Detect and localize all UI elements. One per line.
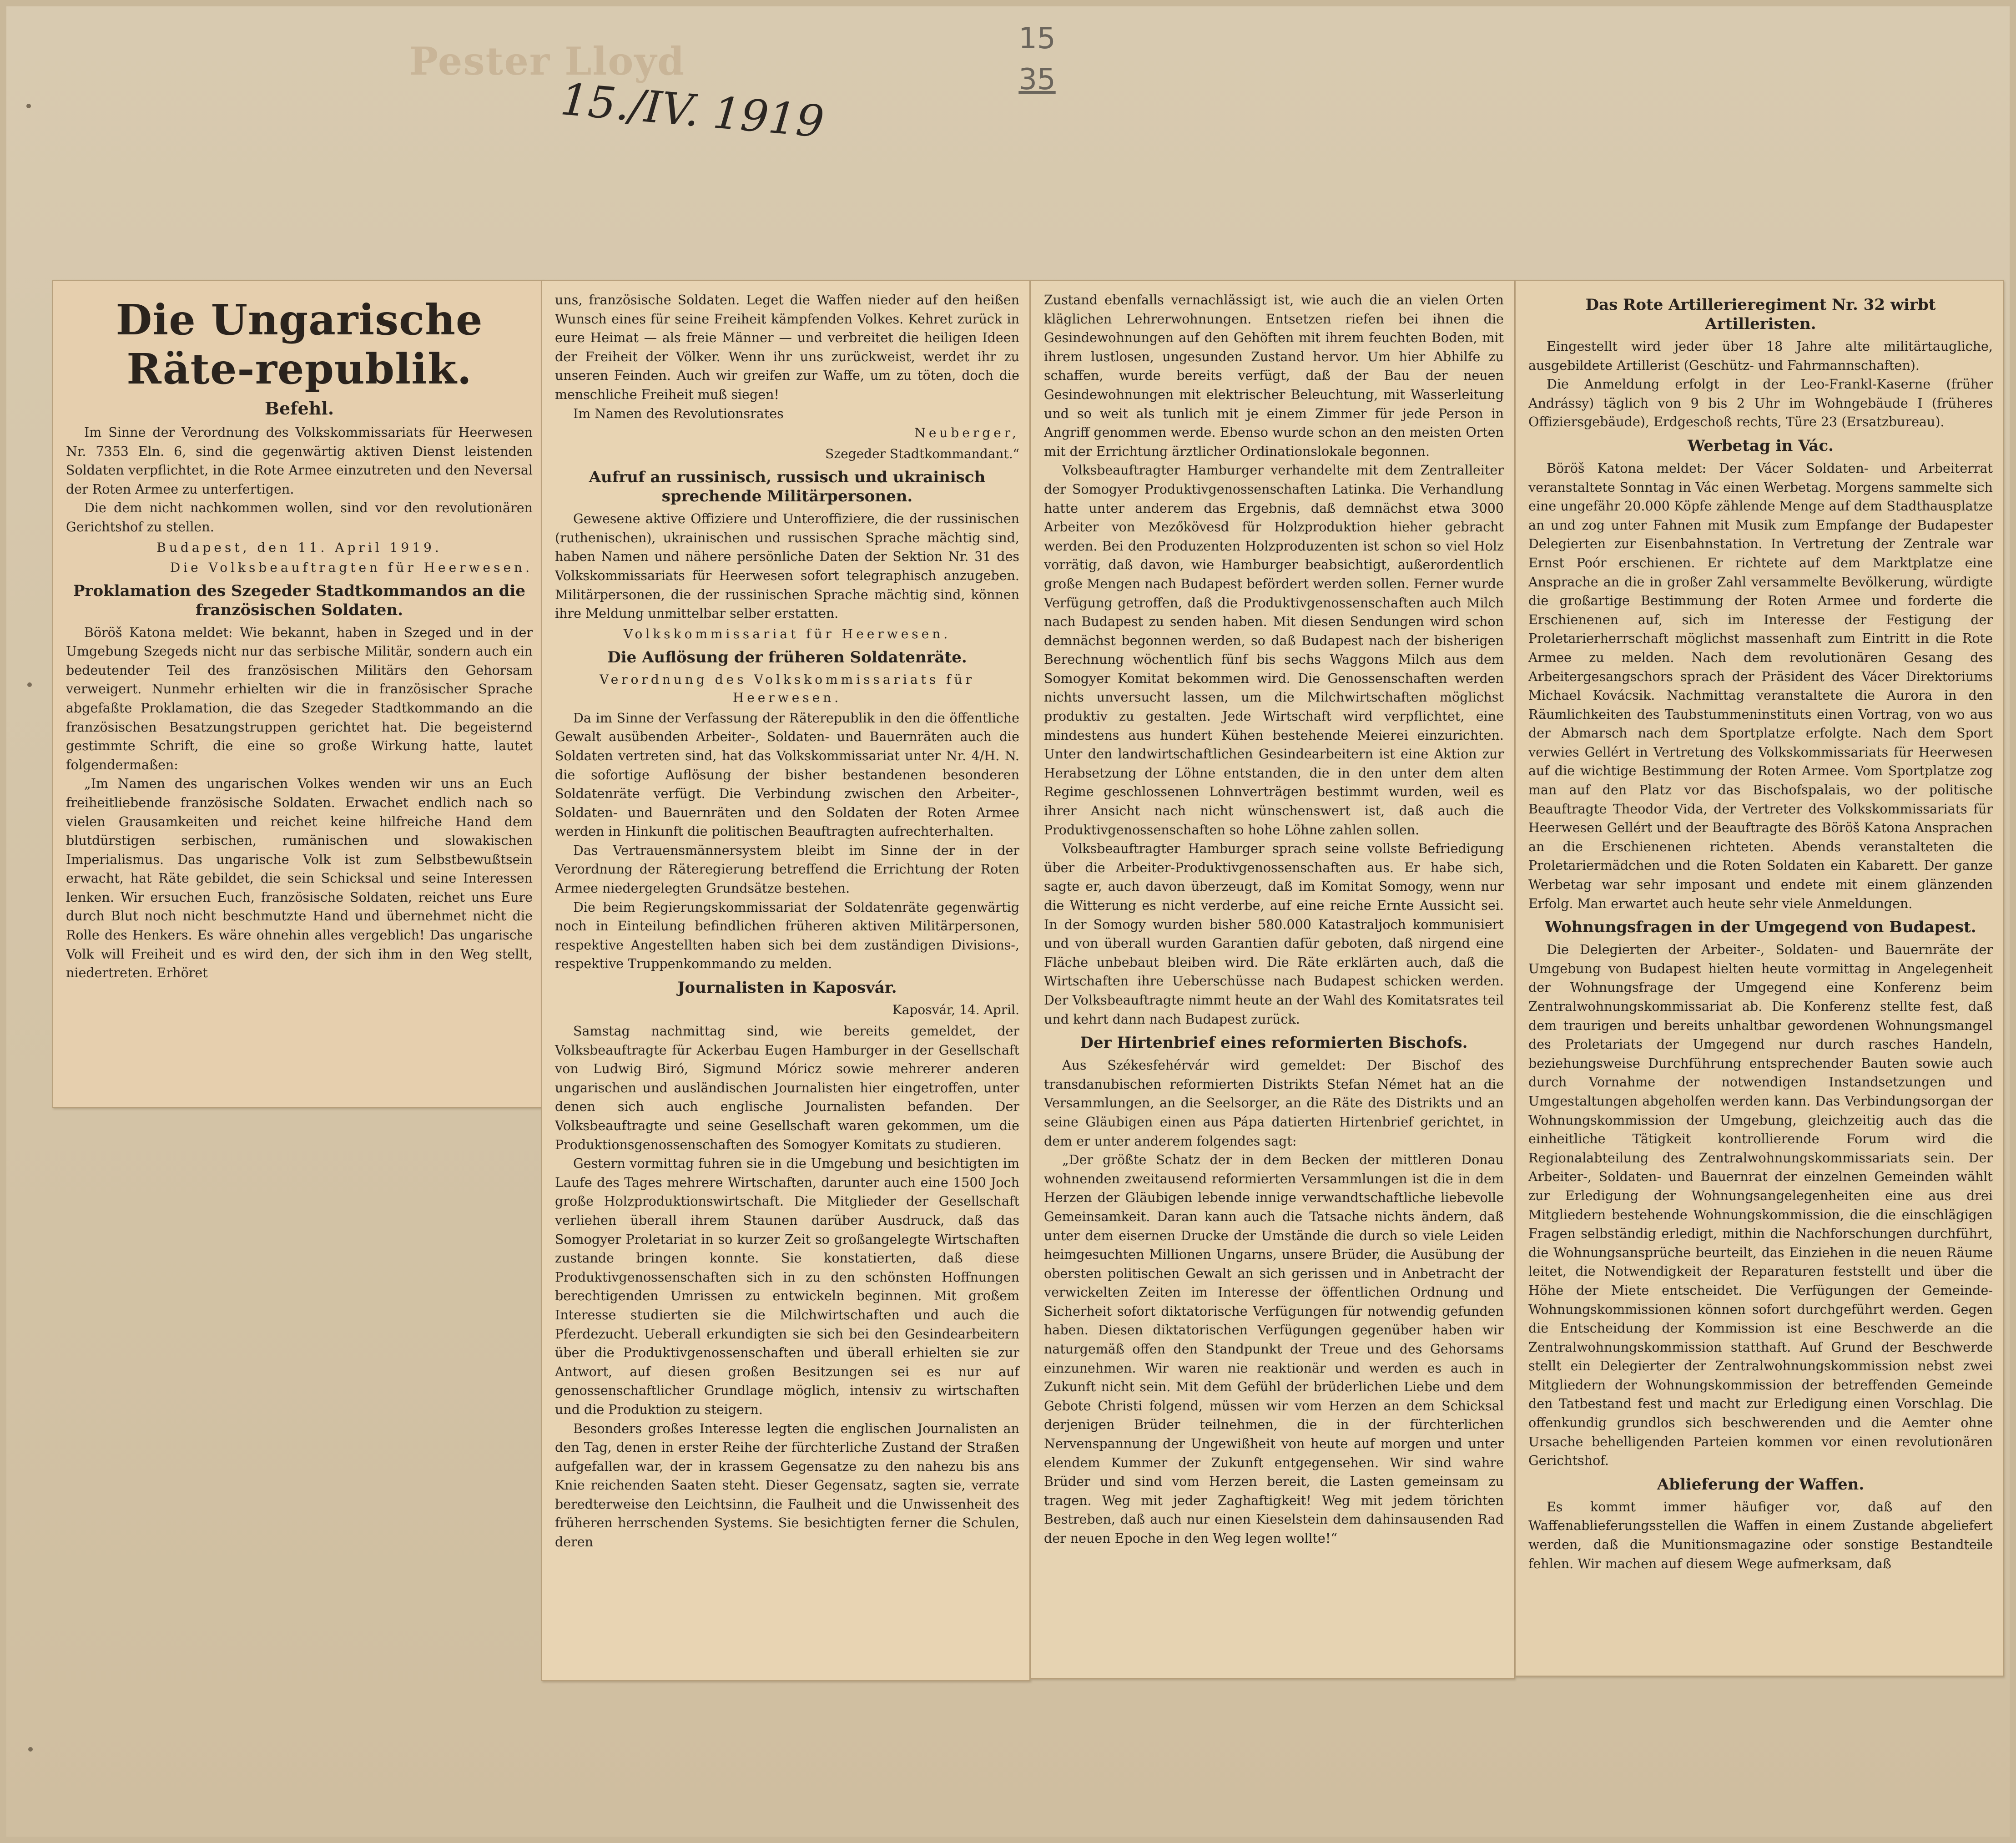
journalisten-dateline: Kaposvár, 14. April. <box>892 1002 1019 1018</box>
aufloesung-paragraph: Das Vertrauensmännersystem bleibt im Sinne der in der Verordnung der Räteregierung betreffend die Errichtung der Roten Armee niedergelegten Grundsätze bestehen. <box>555 843 1019 896</box>
befehl-paragraph: Die dem nicht nachkommen wollen, sind vor den revolutionären Gerichtshof zu stellen. <box>66 500 533 535</box>
artillerie-paragraph: Die Anmeldung erfolgt in der Leo-Frankl-Kaserne (früher Andrássy) täglich von 9 bis 2 Uhr im Wohngebäude I (früheres Offiziersgebäude), Erdgeschoß rechts, Türe 23 (Ersatzbureau). <box>1528 377 1993 430</box>
proclamation-continuation: uns, französische Soldaten. Leget die Waffen nieder auf den heißen Wunsch eines für seine Freiheit kämpfenden Volkes. Kehret zurück in eure Heimat — als freie Männer — und verbreitet die heiligen Ideen der Freiheit der Völker. Wenn ihr uns zurückweist, werdet ihr zu unseren Feinden. Auch wir greifen zur Waffe, um zu töten, doch die menschliche Freiheit muß siegen! <box>555 293 1019 402</box>
hirtenbrief-paragraph: „Der größte Schatz der in dem Becken der mittleren Donau wohnenden zweitausend reformierten Versammlungen ist die in dem Herzen der Gläubigen lebende innige verwandtschaftliche liebevolle Gemeinsamkeit. Daran kann auch die Tatsache nichts ändern, daß unter dem eisernen Drucke der Umstände die durch so viele Leiden heimgesuchten Millionen Ungarns, unsere Brüder, die Ausübung der obersten politischen Gewalt an sich gerissen und in Anbetracht der verwickelten Zeiten im Interesse der öffentlichen Ordnung und Sicherheit sofort diktatorische Verfügungen für notwendig gefunden haben. Diesen diktatorischen Verfügungen gegenüber haben wir naturgemäß offen den Standpunkt der Treue und des Gehorsams einzunehmen. Wir waren nie reaktionär und werden es auch in Zukunft nicht sein. Mit dem Gefühl der brüderlichen Liebe und dem Gebote Christi folgend, müssen wir vom Herzen an dem Schicksal derjenigen Brüder teilnehmen, die in der fürchterlichen Nervenspannung der Ungewißheit von heute auf morgen und unter elendem Kummer der Zukunft entgegensehen. Wir sind wahre Brüder und sind vom Herzen bereit, die Lasten gemeinsam zu tragen. Weg mit jeder Zaghaftigkeit! Weg mit jedem törichten Bestreben, daß auch nur einen Kieselstein dem dahinsausenden Rad der neuen Epoche in den Weg legen wollte!“ <box>1044 1152 1504 1546</box>
aufloesung-paragraph: Die beim Regierungskommissariat der Soldatenräte gegenwärtig noch in Einteilung befindlichen früheren aktiven Militärpersonen, respektive Angestellten haben sich bei dem zuständigen Divisions-, respektive Truppenkommando zu melden. <box>555 899 1019 972</box>
wohnung-paragraph: Die Delegierten der Arbeiter-, Soldaten- und Bauernräte der Umgebung von Budapest hielten heute vormittag in Angelegenheit der Wohnungsfrage der Umgegend eine Konferenz beim Zentralwohnungskommissariat ab. Die Konferenz stellte fest, daß dem traurigen und bereits unhaltbar gewordenen Wohnungsmangel des Proletariats der Umgegend nur durch rasches Handeln, beziehungsweise Durchführung entsprechender Bauten sowie auch durch Vornahme der notwendigen Instandsetzungen und Umgestaltungen abgeholfen werden kann. Das Verbindungsorgan der Wohnungskommission der Umgebung, gleichzeitig auch das die einheitliche Tätigkeit kontrollierende Forum wird die Regionalabteilung des Zentralwohnungskommissariats sein. Der Arbeiter-, Soldaten- und Bauernrat der einzelnen Gemeinden wählt zur Erledigung der Wohnungsangelegenheiten eine aus drei Mitgliedern bestehende Wohnungskommission, die die einschlägigen Fragen selbständig erledigt, mithin die Nachforschungen durchführt, die Wohnungsansprüche beurteilt, das Einziehen in die neuen Räume leitet, die Notwendigkeit der Reparaturen feststellt und über die Höhe der Miete entscheidet. Die Verfügungen der Gemeinde-Wohnungskommissionen können sofort durchgeführt werden. Gegen die Entscheidung der Kommission ist eine Beschwerde an die Zentralwohnungskommission statthaft. Auf Grund der Beschwerde stellt ein Delegierter der Zentralwohnungskommission nebst zwei Mitgliedern der Wohnungskommission der betreffenden Gemeinde den Tatbestand fest und macht zur Erledigung einen Vorschlag. Die offenkundig grundlos sich beschwerenden und die Aemter ohne Ursache behelligenden Parteien kommen vor einen revolutionären Gerichtshof. <box>1528 942 1993 1469</box>
journalisten-continuation: Zustand ebenfalls vernachlässigt ist, wie auch die an vielen Orten kläglichen Lehrerwohnungen. Entsetzen riefen bei ihnen die Gesindewohnungen auf den Gehöften mit ihrem feuchten Boden, mit ihrem lustlosen, ungesunden Zustand hervor. Um hier Abhilfe zu schaffen, wurde bereits verfügt, daß der Bau der neuen Gesindewohnungen mit elektrischer Beleuchtung, mit Wasserleitung und so weit als tunlich mit je einem Zimmer für jede Person in Angriff genommen werde. Ebenso wurde schon an den meisten Orten mit der Errichtung ärztlicher Ordinationslokale begonnen. <box>1044 293 1504 459</box>
aufruf-heading: Aufruf an russinisch, russisch und ukrainisch sprechende Militärpersonen. <box>589 468 986 506</box>
befehl-paragraph: Im Sinne der Verordnung des Volkskommissariats für Heerwesen Nr. 7353 Eln. 6, sind die gegenwärtig aktiven Dienst leistenden Soldaten verpflichtet, in die Rote Armee einzutreten und den Neversal der Roten Armee zu unterfertigen. <box>66 425 533 497</box>
befehl-signature: Die Volksbeauftragten für Heerwesen. <box>170 560 533 575</box>
archive-number-top: 15 <box>1018 22 1056 56</box>
journalisten-paragraph: Gestern vormittag fuhren sie in die Umgebung und besichtigten im Laufe des Tages mehrere Wirtschaften, darunter auch eine 1500 Joch große Holzproduktionswirtschaft. Die Mitglieder der Gesellschaft verliehen überall ihrem Staunen darüber Ausdruck, daß das Somogyer Proletariat in so kurzer Zeit so großangelegte Wirtschaften zustande bringen konnte. Sie konstatierten, daß diese Produktivgenossenschaften sich in zu den schönsten Hoffnungen berechtigenden Umrissen zu entwickeln beginnen. Mit großem Interesse studierten sie die Milchwirtschaften und auch die Pferdezucht. Ueberall erkundigten sie sich bei den Gesindearbeitern über die Produktivgenossenschaften und überall erhielten sie zur Antwort, auf diesen großen Besitzungen sei es nur auf genossenschaftlicher Grundlage möglich, intensiv zu wirtschaften und die Produktion zu steigern. <box>555 1156 1019 1417</box>
proclamation-heading: Proklamation des Szegeder Stadtkommandos an die französischen Soldaten. <box>73 581 525 619</box>
aufloesung-subheading: Verordnung des Volkskommissariats für Heerwesen. <box>600 672 975 705</box>
journalisten-paragraph: Volksbeauftragter Hamburger sprach seine vollste Befriedigung über die Arbeiter-Produktivgenossenschaften aus. Er habe sich, sagte er, auch davon überzeugt, daß im Komitat Somogy, wenn nur die Witterung es nicht verderbe, auf eine reiche Ernte Aussicht sei. In der Somogy wurden bisher 580.000 Katastraljoch kommunisiert und von überall wurden Garantien dafür geboten, daß nirgend eine Fläche unbebaut bleiben wird. Die Räte erklärten auch, daß die Wirtschaften ihre Ueberschüsse nach Budapest schicken werden. Der Volksbeauftragte nimmt heute an der Wahl des Komitatsrates teil und kehrt dann nach Budapest zurück. <box>1044 841 1504 1027</box>
aufloesung-paragraph: Da im Sinne der Verfassung der Räterepublik in den die öffentliche Gewalt ausübenden Arbeiter-, Soldaten- und Bauernräten auch die Soldaten vertreten sind, hat das Volkskommissariat unter Nr. 4/H. N. die sofortige Auflösung der bisher bestandenen besonderen Soldatenräte verfügt. Die Verbindung zwischen den Arbeiter-, Soldaten- und Bauernräten und den Soldaten der Roten Armee werden in Hinkunft die politischen Beauftragten aufrechterhalten. <box>555 710 1019 839</box>
artillerie-paragraph: Eingestellt wird jeder über 18 Jahre alte militärtaugliche, ausgebildete Artillerist (Geschütz- und Fahrmannschaften). <box>1528 339 1993 373</box>
handwritten-date: 15./IV. 1919 <box>558 73 826 148</box>
befehl-heading: Befehl. <box>264 398 334 419</box>
pin-hole <box>28 1747 33 1752</box>
newspaper-clipping-4 <box>1515 280 2004 1676</box>
article-main-title: Die Ungarische Räte-republik. <box>116 295 483 394</box>
publication-stamp: Pester Lloyd <box>409 39 685 84</box>
wohnung-heading: Wohnungsfragen in der Umgegend von Budapest. <box>1545 918 1976 937</box>
archive-number-bottom: 35 <box>1018 63 1056 96</box>
werbetag-paragraph: Böröš Katona meldet: Der Vácer Soldaten- und Arbeiterrat veranstaltete Sonntag in Vác einen Werbetag. Morgens sammelte sich eine ungefähr 20.000 Köpfe zählende Menge auf dem Stadthausplatze an und zog unter Fahnen mit Musik zum Empfange der Budapester Delegierten zur Eisenbahnstation. In Vertretung der Zentrale war Ernst Poór erschienen. Er richtete auf dem Marktplatze eine Ansprache an die in großer Zahl versammelte Bevölkerung, würdigte die großartige Bestimmung der Roten Armee und forderte die Erschienenen auf, sich im Interesse der Festigung der Proletarierherrschaft möglichst massenhaft zum Eintritt in die Rote Armee zu melden. Nach dem revolutionären Gesang des Arbeitergesangschors sprach der Präsident des Vácer Direktoriums Michael Kovácsik. Nachmittag veranstaltete die Aurora in den Räumlichkeiten des Taubstummeninstituts einen Vortrag, von wo aus der Abmarsch nach dem Sportplatze erfolgte. Nach dem Sport verwies Gellért in Vertretung des Volkskommissariats für Heerwesen auf die wichtige Bestimmung der Roten Armee. Vom Sportplatze zog man auf den Platz vor das Bischofspalais, wo der politische Beauftragte Theodor Vida, der Vertreter des Volkskommissariats für Heerwesen Gellért und der Beauftragte des Böröš Katona Ansprachen an die Erschienenen richteten. Abends veranstalteten die Proletariermädchen und die Roten Soldaten ein Kabarett. Der ganze Werbetag war sehr imposant und endete mit einem glänzenden Erfolg. Man erwartet auch heute sehr viele Anmeldungen. <box>1528 460 1993 911</box>
journalisten-paragraph: Samstag nachmittag sind, wie bereits gemeldet, der Volksbeauftragte für Ackerbau Eugen Hamburger in der Gesellschaft von Ludwig Biró, Sigmund Móricz sowie mehrerer anderen ungarischen und ausländischen Journalisten hier eingetroffen, unter denen sich auch englische Journalisten befanden. Der Volksbeauftragte und seine Gesellschaft waren gekommen, um die Produktionsgenossenschaften des Somogyer Komitats zu studieren. <box>555 1024 1019 1152</box>
proclamation-signer: Neuberger, <box>914 425 1019 441</box>
newspaper-clipping-1 <box>52 280 544 1108</box>
aufruf-paragraph: Gewesene aktive Offiziere und Unteroffiziere, die der russinischen (ruthenischen), ukrainischen und russischen Sprache mächtig sind, haben Namen und nähere persönliche Daten der Sektion Nr. 31 des Volkskommissariats für Heerwesen sofort telegraphisch anzugeben. Militärpersonen, die der russinischen Sprache mächtig sind, können ihre Meldung unmittelbar selber erstatten. <box>555 511 1019 621</box>
proclamation-paragraph: „Im Namen des ungarischen Volkes wenden wir uns an Euch freiheitliebende französische Soldaten. Erwachet endlich nach so vielen Grausamkeiten und reichet keine hilfreiche Hand dem blutdürstigen serbischen, rumänischen und slowakischen Imperialismus. Das ungarische Volk ist zum Selbstbewußtsein erwacht, hat Räte gebildet, die sein Schicksal und seine Interessen lenken. Wir ersuchen Euch, französische Soldaten, reichet uns Eure durch Blut noch nicht beschmutzte Hand und übernehmet nicht die Rolle des Henkers. Es wäre ohnehin alles vergeblich! Das ungarische Volk will Freiheit und es wird den, der sich ihm in den Weg stellt, niedertreten. Erhöret <box>66 776 533 981</box>
newspaper-clipping-3 <box>1030 280 1515 1679</box>
column-3 <box>1044 291 1504 1670</box>
journalisten-heading: Journalisten in Kaposvár. <box>677 979 897 997</box>
column-4 <box>1528 291 1993 1667</box>
archive-number <box>1005 18 1069 109</box>
journalisten-paragraph: Besonders großes Interesse legten die englischen Journalisten an den Tag, denen in erster Reihe der fürchterliche Zustand der Straßen aufgefallen war, der in krassem Gegensatze zu den nahezu bis ans Knie reichenden Saaten steht. Dieser Gegensatz, sagten sie, verrate beredterweise den Leichtsinn, die Faulheit und die Unwissenheit des früheren herrschenden Systems. Sie besichtigten ferner die Schulen, deren <box>555 1421 1019 1550</box>
pin-hole <box>26 104 31 108</box>
aufruf-signature: Volkskommissariat für Heerwesen. <box>623 626 951 641</box>
werbetag-heading: Werbetag in Vác. <box>1687 436 1834 455</box>
proclamation-paragraph: Böröš Katona meldet: Wie bekannt, haben in Szeged und in der Umgebung Szegeds nicht nur das serbische Militär, sondern auch ein bedeutender Teil des französischen Militärs den Gehorsam verweigert. Nunmehr erhielten wir die in französischer Sprache abgefaßte Proklamation, die das Szegeder Stadtkommando an die französischen Besatzungstruppen gerichtet hat. Die begeisternd gestimmte Schrift, die eine so große Wirkung hatte, lautet folgendermaßen: <box>66 625 533 773</box>
pin-hole <box>27 682 32 687</box>
proclamation-closing: Im Namen des Revolutionsrates <box>573 406 784 421</box>
journalisten-paragraph: Volksbeauftragter Hamburger verhandelte mit dem Zentralleiter der Somogyer Produktivgenossenschaften Latinka. Die Verhandlung hatte unter anderem das Ergebnis, daß demnächst etwa 3000 Arbeiter von Mezőkövesd für Holzproduktion hieher gebracht werden. Bei den Produzenten Holzproduzenten ist schon so viel Holz vorrätig, daß davon, wie Hamburger beabsichtigt, außerordentlich große Mengen nach Budapest befördert werden sollen. Ferner wurde Verfügung getroffen, daß die Produktivgenossenschaften auch Milch nach Budapest zu senden haben. Mit diesen Sendungen wird schon demnächst begonnen werden, so daß Budapest nach der bisherigen Berechnung wöchentlich fünf bis sechs Waggons Milch aus dem Somogyer Komitat bekommen wird. Die Genossenschaften werden nichts unversucht lassen, um die Milchwirtschaften möglichst produktiv zu gestalten. Jede Wirtschaft wird verpflichtet, eine mindestens aus hundert Kühen bestehende Meierei einzurichten. Unter den landwirtschaftlichen Gesindearbeitern ist eine Aktion zur Herabsetzung der Löhne entstanden, die in den unter dem alten Regime geschlossenen Lohnverträgen bestimmt wurden, weil es ihrer Ansicht nach nicht wünschenswert ist, daß auch die Produktivgenossenschaften so hohe Löhne zahlen sollen. <box>1044 463 1504 838</box>
proclamation-signer-title: Szegeder Stadtkommandant.“ <box>825 446 1019 462</box>
hirtenbrief-heading: Der Hirtenbrief eines reformierten Bischofs. <box>1080 1034 1468 1052</box>
waffen-paragraph: Es kommt immer häufiger vor, daß auf den Waffenablieferungsstellen die Waffen in einem Zustande abgeliefert werden, daß die Munitionsmagazine oder sonstige Bestandteile fehlen. Wir machen auf diesem Wege aufmerksam, daß <box>1528 1499 1993 1571</box>
aufloesung-heading: Die Auflösung der früheren Soldatenräte. <box>607 648 967 667</box>
befehl-date: Budapest, den 11. April 1919. <box>156 540 442 555</box>
column-2 <box>555 291 1019 1672</box>
artillerie-heading: Das Rote Artillerieregiment Nr. 32 wirbt Artilleristen. <box>1585 296 1936 333</box>
hirtenbrief-paragraph: Aus Székesfehérvár wird gemeldet: Der Bischof des transdanubischen reformierten Distrikts Stefan Német hat an die Versammlungen, an die Seelsorger, an die Räte des Distrikts und an seine Gläubigen einen aus Pápa datierten Hirtenbrief gerichtet, in dem er unter anderem folgendes sagt: <box>1044 1058 1504 1149</box>
column-1 <box>66 291 533 1099</box>
waffen-heading: Ablieferung der Waffen. <box>1657 1475 1865 1494</box>
newspaper-clipping-2 <box>541 280 1030 1681</box>
